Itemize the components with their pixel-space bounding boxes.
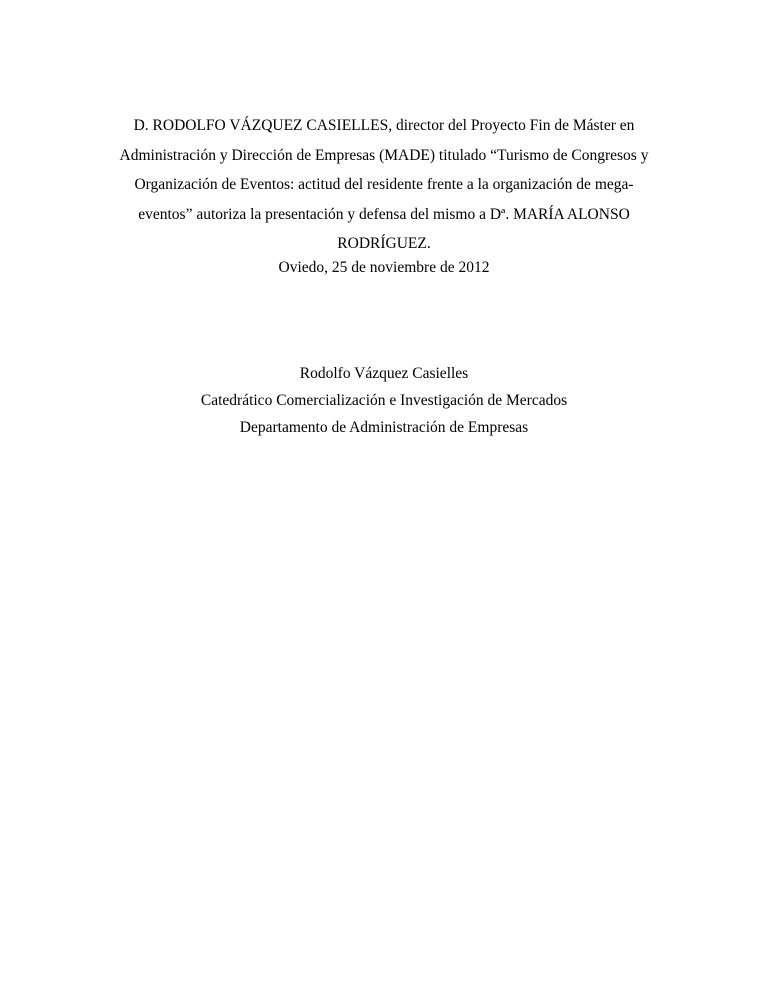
statement-line: Organización de Eventos: actitud del residente frente a la organización de mega- — [134, 176, 634, 193]
statement-line: Administración y Dirección de Empresas (MADE) titulado “Turismo de Congresos y — [119, 146, 649, 164]
place-and-date: Oviedo, 25 de noviembre de 2012 — [278, 259, 490, 276]
authorization-statement — [100, 111, 668, 259]
statement-line: D. RODOLFO VÁZQUEZ CASIELLES, director del Proyecto Fin de Máster en — [133, 117, 635, 134]
signer-title: Catedrático Comercialización e Investigación de Mercados — [200, 392, 568, 409]
signer-department: Departamento de Administración de Empresas — [239, 419, 529, 436]
statement-line: RODRÍGUEZ. — [337, 235, 431, 252]
signature-block — [100, 360, 668, 441]
statement-line: eventos” autoriza la presentación y defensa del mismo a Dª. MARÍA ALONSO — [138, 205, 630, 223]
signer-name: Rodolfo Vázquez Casielles — [299, 365, 469, 382]
